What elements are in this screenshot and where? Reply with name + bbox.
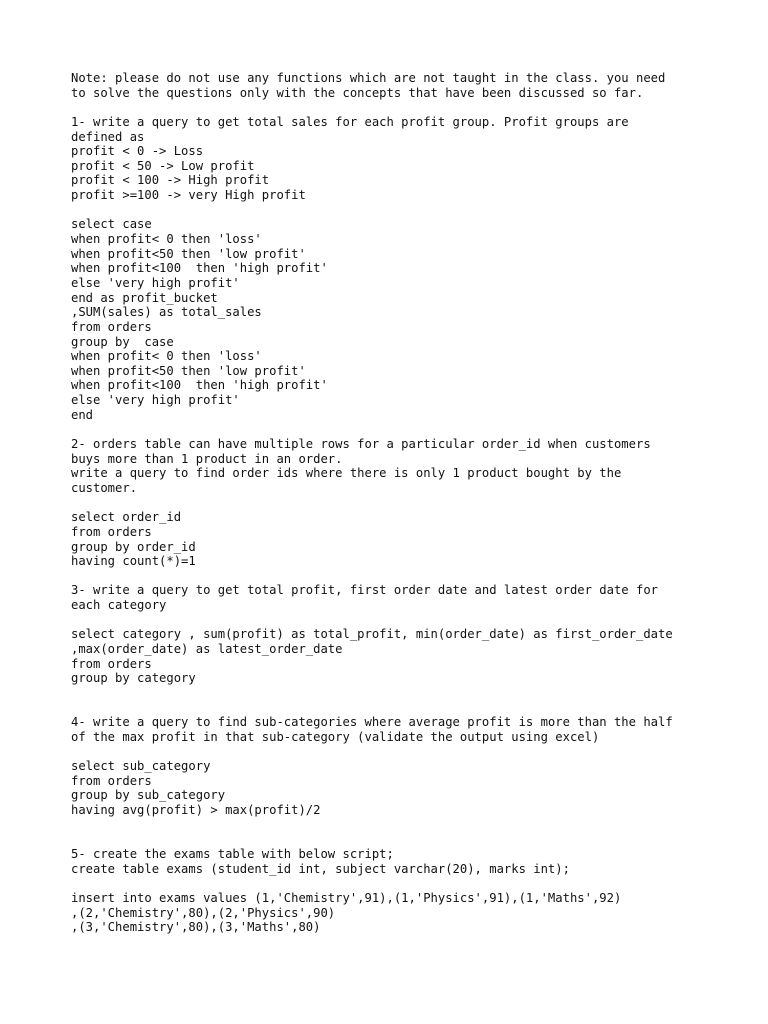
- text-line: profit < 100 -> High profit: [71, 173, 270, 188]
- text-line: group by case: [71, 334, 174, 349]
- text-line: 5- create the exams table with below script;: [71, 846, 394, 861]
- text-line: profit < 50 -> Low profit: [71, 158, 255, 173]
- text-line: buys more than 1 product in an order.: [71, 451, 343, 466]
- text-line: each category: [71, 598, 167, 613]
- blank-line: [71, 203, 761, 218]
- text-line: when profit<100 then 'high profit': [71, 378, 328, 393]
- text-line: when profit<50 then 'low profit': [71, 363, 306, 378]
- blank-line: [71, 422, 761, 437]
- text-line: select category , sum(profit) as total_profit, min(order_date) as first_order_date: [71, 627, 673, 642]
- text-line: else 'very high profit': [71, 393, 240, 408]
- text-line: 3- write a query to get total profit, first order date and latest order date for: [71, 583, 658, 598]
- text-line: defined as: [71, 129, 145, 144]
- text-line: write a query to find order ids where there is only 1 product bought by the: [71, 466, 622, 481]
- text-line: from orders: [71, 319, 152, 334]
- blank-line: [71, 744, 761, 759]
- blank-line: [71, 876, 761, 891]
- text-line: ,SUM(sales) as total_sales: [71, 305, 262, 320]
- text-line: group by order_id: [71, 539, 196, 554]
- blank-line: [71, 569, 761, 584]
- text-line: 4- write a query to find sub-categories where average profit is more than the half: [71, 715, 673, 730]
- text-line: ,max(order_date) as latest_order_date: [71, 641, 343, 656]
- text-line: end as profit_bucket: [71, 290, 218, 305]
- text-line: group by category: [71, 671, 196, 686]
- blank-line: [71, 613, 761, 628]
- text-line: when profit< 0 then 'loss': [71, 349, 262, 364]
- text-line: ,(2,'Chemistry',80),(2,'Physics',90): [71, 905, 336, 920]
- document-page: [71, 71, 761, 935]
- text-line: when profit<100 then 'high profit': [71, 261, 328, 276]
- text-line: when profit< 0 then 'loss': [71, 232, 262, 247]
- blank-line: [71, 100, 761, 115]
- text-line: from orders: [71, 524, 152, 539]
- text-line: create table exams (student_id int, subject varchar(20), marks int);: [71, 861, 570, 876]
- blank-line: [71, 701, 761, 716]
- blank-line: [71, 832, 761, 847]
- text-line: select case: [71, 217, 152, 232]
- text-line: 1- write a query to get total sales for each profit group. Profit groups are: [71, 114, 629, 129]
- text-line: when profit<50 then 'low profit': [71, 246, 306, 261]
- text-line: of the max profit in that sub-category (validate the output using excel): [71, 729, 600, 744]
- blank-line: [71, 496, 761, 511]
- text-line: profit >=100 -> very High profit: [71, 188, 306, 203]
- text-line: group by sub_category: [71, 788, 226, 803]
- text-line: customer.: [71, 480, 138, 495]
- text-line: end: [71, 407, 94, 422]
- text-line: having count(*)=1: [71, 554, 196, 569]
- blank-line: [71, 818, 761, 833]
- text-line: from orders: [71, 773, 152, 788]
- text-line: ,(3,'Chemistry',80),(3,'Maths',80): [71, 920, 321, 935]
- text-line: Note: please do not use any functions which are not taught in the class. you need: [71, 71, 666, 85]
- text-line: having avg(profit) > max(profit)/2: [71, 803, 321, 818]
- text-line: profit < 0 -> Loss: [71, 144, 204, 159]
- text-line: select order_id: [71, 510, 182, 525]
- text-line: from orders: [71, 656, 152, 671]
- text-line: to solve the questions only with the concepts that have been discussed so far.: [71, 85, 644, 100]
- text-line: 2- orders table can have multiple rows for a particular order_id when customers: [71, 437, 651, 452]
- text-line: insert into exams values (1,'Chemistry',91),(1,'Physics',91),(1,'Maths',92): [71, 890, 622, 905]
- text-line: select sub_category: [71, 759, 211, 774]
- blank-line: [71, 686, 761, 701]
- text-line: else 'very high profit': [71, 275, 240, 290]
